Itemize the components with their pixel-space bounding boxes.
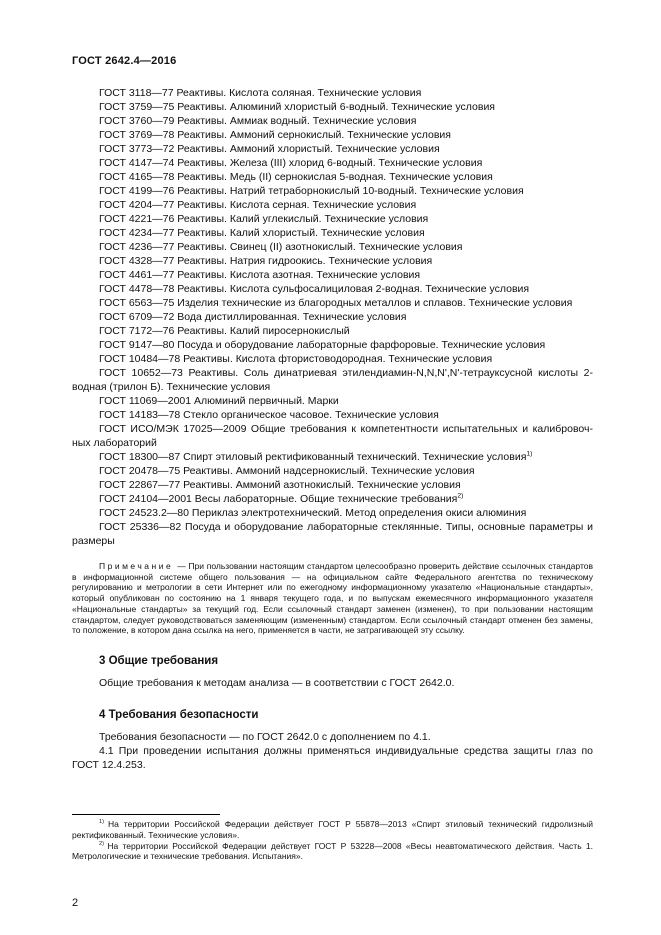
footnote: $^{2)}$ На территории Российской Федерации действует ГОСТ Р 53228—2008 «Весы неавтоматического действия. Часть 1. Метрологические и технические требования. Испытания». <box>72 840 593 862</box>
gost-reference: ГОСТ 6709—72 Вода дистиллированная. Технические условия <box>99 311 407 323</box>
gost-reference: ГОСТ 11069—2001 Алюминий первичный. Марки <box>99 395 339 407</box>
gost-reference: ГОСТ 4236—77 Реактивы. Свинец (II) азотнокислый. Технические условия <box>99 241 463 253</box>
paragraph-general-requirements: Общие требования к методам анализа — в соответствии с ГОСТ 2642.0. <box>99 676 455 689</box>
gost-reference: ГОСТ 4204—77 Реактивы. Кислота серная. Технические условия <box>99 199 417 211</box>
gost-reference: ГОСТ 22867—77 Реактивы. Аммоний азотнокислый. Технические условия <box>99 479 461 491</box>
gost-reference: ГОСТ 24523.2—80 Периклаз электротехнический. Метод определения окиси алюминия <box>99 507 527 519</box>
paragraph-safety-2: 4.1 При проведении испытания должны применяться индивидуальные средства защиты глаз по ГОСТ 12.4.253. <box>72 744 593 771</box>
gost-reference: ГОСТ 10484—78 Реактивы. Кислота фтористоводородная. Технические условия <box>99 353 493 365</box>
gost-reference: ГОСТ 4234—77 Реактивы. Калий хлористый. Технические условия <box>99 227 425 239</box>
gost-reference: ГОСТ 6563—75 Изделия технические из благородных металлов и сплавов. Технические условия <box>99 297 573 309</box>
references-list <box>72 86 593 548</box>
gost-reference: ГОСТ 4461—77 Реактивы. Кислота азотная. Технические условия <box>99 269 421 281</box>
footnotes-list <box>72 819 593 862</box>
gost-reference: ГОСТ 9147—80 Посуда и оборудование лабораторные фарфоровые. Технические условия <box>99 339 546 351</box>
gost-reference: ГОСТ 4165—78 Реактивы. Медь (II) сернокислая 5-водная. Технические условия <box>99 171 493 183</box>
gost-reference: ГОСТ 4147—74 Реактивы. Железа (III) хлорид 6-водный. Технические условия <box>99 157 483 169</box>
gost-reference: ГОСТ 7172—76 Реактивы. Калий пиросернокислый <box>99 325 350 337</box>
footnote-divider <box>72 814 220 815</box>
paragraph-safety-1: Требования безопасности — по ГОСТ 2642.0 с дополнением по 4.1. <box>99 730 431 743</box>
footnote: $^{1)}$ На территории Российской Федерации действует ГОСТ Р 55878—2013 «Спирт этиловый технический гидролизный ректификованный. Технические условия». <box>72 818 593 840</box>
gost-reference: ГОСТ 4328—77 Реактивы. Натрия гидроокись. Технические условия <box>99 255 433 267</box>
gost-reference: ГОСТ 3759—75 Реактивы. Алюминий хлористый 6-водный. Технические условия <box>99 101 495 113</box>
gost-reference: ГОСТ ИСО/МЭК 17025—2009 Общие требования к компетентности испытательных и калибровочных лабораторий <box>72 423 593 449</box>
document-header: ГОСТ 2642.4—2016 <box>72 55 177 67</box>
gost-reference: ГОСТ 3118—77 Реактивы. Кислота соляная. Технические условия <box>99 87 422 99</box>
gost-reference: ГОСТ 3769—78 Реактивы. Аммоний сернокислый. Технические условия <box>99 129 451 141</box>
section-title-safety-requirements: 4 Требования безопасности <box>99 708 259 721</box>
gost-reference: ГОСТ 20478—75 Реактивы. Аммоний надсернокислый. Технические условия <box>99 465 475 477</box>
footnote-ref-marker: 2) <box>457 492 464 500</box>
footnote-marker: 2) <box>99 840 108 847</box>
note-block <box>72 561 593 636</box>
section-title-general-requirements: 3 Общие требования <box>99 654 219 667</box>
footnote-marker: 1) <box>99 819 109 826</box>
gost-reference: ГОСТ 25336—82 Посуда и оборудование лабораторные стеклянные. Типы, основные параметры и размеры <box>72 521 593 547</box>
gost-reference: ГОСТ 4199—76 Реактивы. Натрий тетраборнокислый 10-водный. Технические условия <box>99 185 524 197</box>
footnote-ref-marker: 1) <box>526 450 533 458</box>
gost-reference: ГОСТ 14183—78 Стекло органическое часовое. Технические условия <box>99 409 439 421</box>
gost-reference: ГОСТ 24104—2001 Весы лабораторные. Общие технические требования$^{2)}$ <box>99 492 464 505</box>
gost-reference: ГОСТ 18300—87 Спирт этиловый ректификованный технический. Технические условия$^{1)}$ <box>99 450 533 463</box>
gost-reference: ГОСТ 3760—79 Реактивы. Аммиак водный. Технические условия <box>99 115 417 127</box>
page-number: 2 <box>72 897 79 909</box>
note-label: Примечание <box>99 561 174 571</box>
gost-reference: ГОСТ 3773—72 Реактивы. Аммоний хлористый. Технические условия <box>99 143 440 155</box>
gost-reference: ГОСТ 4478—78 Реактивы. Кислота сульфосалициловая 2-водная. Технические условия <box>99 283 530 295</box>
footnotes-section <box>72 814 593 862</box>
note-text: — При пользовании настоящим стандартом целесообразно проверить действие ссылочных стандартов в информационной системе общего пользования — на официальном сайте Федерального агентства по техническому регулированию и метрологии в сети Интернет или по ежегодному информационному указателю «Национальные стандарты», который опубликован по состоянию на 1 января текущего года, и по выпускам ежемесячного информационного указателя «Национальные стандарты» за текущий год. Если ссылочный стандарт заменен (изменен), то при пользовании настоящим стандартом, следует руководствоваться заменяющим (измененным) стандартом. Если ссылочный стандарт отменен без замены, то положение, в котором дана ссылка на него, применяется в части, не затрагивающей эту ссылку. <box>72 561 593 636</box>
gost-reference: ГОСТ 10652—73 Реактивы. Соль динатриевая этилендиамин-N,N,N',N'-тетрауксусной кислоты 2-водная (трилон Б). Технические условия <box>72 367 593 393</box>
gost-reference: ГОСТ 4221—76 Реактивы. Калий углекислый. Технические условия <box>99 213 429 225</box>
